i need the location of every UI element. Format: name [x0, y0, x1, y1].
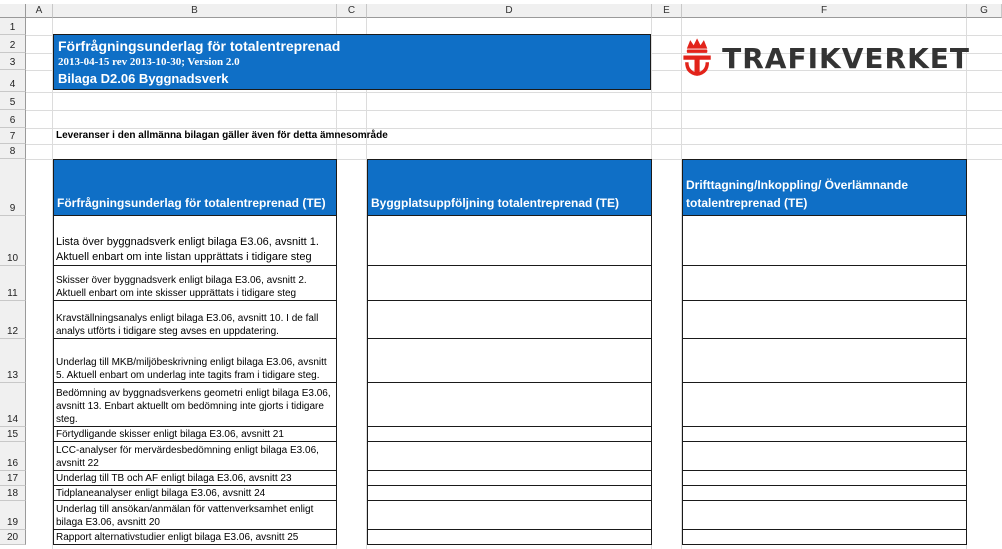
row-header-4[interactable]: 4 — [0, 70, 26, 92]
table-row-cell-d[interactable] — [367, 427, 652, 442]
table-row-cell-d[interactable] — [367, 383, 652, 427]
gridline — [26, 92, 1002, 93]
document-appendix: Bilaga D2.06 Byggnadsverk — [58, 71, 229, 86]
header-cell-d[interactable] — [367, 159, 652, 216]
table-row-cell-f[interactable] — [682, 427, 967, 442]
row-header-17[interactable]: 17 — [0, 471, 26, 486]
row-header-13[interactable]: 13 — [0, 339, 26, 383]
document-version: 2013-04-15 rev 2013-10-30; Version 2.0 — [58, 56, 240, 68]
table-row-cell-d[interactable] — [367, 266, 652, 301]
row-header-5[interactable]: 5 — [0, 92, 26, 110]
gridline — [26, 128, 1002, 129]
trafikverket-logo — [680, 32, 970, 84]
header-text-b: Förfrågningsunderlag för totalentreprenad (TE) — [57, 196, 326, 210]
row-header-7[interactable]: 7 — [0, 128, 26, 144]
table-row-cell-f[interactable] — [682, 339, 967, 383]
header-text-d: Byggplatsuppföljning totalentreprenad (TE) — [371, 196, 619, 210]
table-row-cell-b[interactable] — [53, 471, 337, 486]
row-header-1[interactable]: 1 — [0, 18, 26, 35]
table-row-cell-b[interactable] — [53, 486, 337, 501]
table-row-cell-b[interactable] — [53, 442, 337, 471]
cell-text: Underlag till ansökan/anmälan för vattenverksamhet enligt bilaga E3.06, avsnitt 20 — [56, 504, 314, 528]
row-header-11[interactable]: 11 — [0, 266, 26, 301]
table-row-cell-d[interactable] — [367, 442, 652, 471]
table-row-cell-f[interactable] — [682, 383, 967, 427]
header-cell-f[interactable] — [682, 159, 967, 216]
row-header-2[interactable]: 2 — [0, 35, 26, 53]
table-row-cell-d[interactable] — [367, 501, 652, 530]
table-row-cell-d[interactable] — [367, 216, 652, 266]
row-header-14[interactable]: 14 — [0, 383, 26, 427]
table-row-cell-f[interactable] — [682, 216, 967, 266]
logo-text: TRAFIKVERKET — [722, 41, 970, 75]
row-header-10[interactable]: 10 — [0, 216, 26, 266]
title-block[interactable] — [53, 34, 651, 90]
delivery-note: Leveranser i den allmänna bilagan gäller även för detta ämnesområde — [56, 130, 388, 141]
cell-text: LCC-analyser för mervärdesbedömning enligt bilaga E3.06, avsnitt 22 — [56, 445, 319, 469]
table-row-cell-f[interactable] — [682, 442, 967, 471]
column-header-b[interactable]: B — [53, 4, 337, 18]
row-header-16[interactable]: 16 — [0, 442, 26, 471]
cell-text: Rapport alternativstudier enligt bilaga E3.06, avsnitt 25 — [56, 532, 299, 543]
column-header-c[interactable]: C — [337, 4, 367, 18]
table-row-cell-b[interactable] — [53, 301, 337, 339]
header-text-f: Drifttagning/Inkoppling/ Överlämnande totalentreprenad (TE) — [686, 178, 909, 210]
column-header-g[interactable]: G — [967, 4, 1002, 18]
table-row-cell-f[interactable] — [682, 501, 967, 530]
column-header-e[interactable]: E — [652, 4, 682, 18]
row-header-18[interactable]: 18 — [0, 486, 26, 501]
table-row-cell-d[interactable] — [367, 471, 652, 486]
header-cell-b[interactable] — [53, 159, 337, 216]
row-header-3[interactable]: 3 — [0, 53, 26, 70]
column-header-a[interactable]: A — [26, 4, 53, 18]
table-row-cell-b[interactable] — [53, 501, 337, 530]
cell-text: Skisser över byggnadsverk enligt bilaga E3.06, avsnitt 2. Aktuell enbart om inte skisser upprättats i tidigare steg — [56, 275, 307, 299]
select-all-corner[interactable] — [0, 4, 26, 18]
cell-text: Bedömning av byggnadsverkens geometri enligt bilaga E3.06, avsnitt 13. Enbart aktuellt om bedömning inte gjorts i tidigare steg. — [56, 388, 331, 425]
crown-t-icon — [680, 33, 714, 83]
table-row-cell-d[interactable] — [367, 486, 652, 501]
row-header-20[interactable]: 20 — [0, 530, 26, 545]
row-header-6[interactable]: 6 — [0, 110, 26, 128]
column-header-d[interactable]: D — [367, 4, 652, 18]
column-header-f[interactable]: F — [682, 4, 967, 18]
table-row-cell-b[interactable] — [53, 216, 337, 266]
row-header-19[interactable]: 19 — [0, 501, 26, 530]
table-row-cell-b[interactable] — [53, 266, 337, 301]
cell-text: Tidplaneanalyser enligt bilaga E3.06, avsnitt 24 — [56, 488, 266, 499]
table-row-cell-f[interactable] — [682, 301, 967, 339]
document-title: Förfrågningsunderlag för totalentreprenad — [58, 38, 341, 54]
row-header-9[interactable]: 9 — [0, 159, 26, 216]
table-row-cell-b[interactable] — [53, 339, 337, 383]
gridline — [26, 144, 1002, 145]
table-row-cell-b[interactable] — [53, 427, 337, 442]
table-row-cell-f[interactable] — [682, 486, 967, 501]
row-header-8[interactable]: 8 — [0, 144, 26, 159]
table-row-cell-f[interactable] — [682, 530, 967, 545]
cell-text: Förtydligande skisser enligt bilaga E3.06, avsnitt 21 — [56, 429, 284, 440]
table-row-cell-f[interactable] — [682, 471, 967, 486]
cell-text: Underlag till MKB/miljöbeskrivning enligt bilaga E3.06, avsnitt 5. Aktuell enbart om underlag inte tagits fram i tidigare steg. — [56, 357, 327, 381]
table-row-cell-b[interactable] — [53, 530, 337, 545]
table-row-cell-d[interactable] — [367, 339, 652, 383]
cell-text: Underlag till TB och AF enligt bilaga E3.06, avsnitt 23 — [56, 473, 292, 484]
cell-text: Lista över byggnadsverk enligt bilaga E3.06, avsnitt 1. Aktuell enbart om inte listan upprättats i tidigare steg — [56, 236, 319, 263]
table-row-cell-d[interactable] — [367, 530, 652, 545]
table-row-cell-d[interactable] — [367, 301, 652, 339]
row-header-15[interactable]: 15 — [0, 427, 26, 442]
row-header-12[interactable]: 12 — [0, 301, 26, 339]
gridline — [26, 110, 1002, 111]
cell-text: Kravställningsanalys enligt bilaga E3.06, avsnitt 10. I de fall analys utförts i tidigare steg avses en uppdatering. — [56, 313, 319, 337]
table-row-cell-b[interactable] — [53, 383, 337, 427]
table-row-cell-f[interactable] — [682, 266, 967, 301]
